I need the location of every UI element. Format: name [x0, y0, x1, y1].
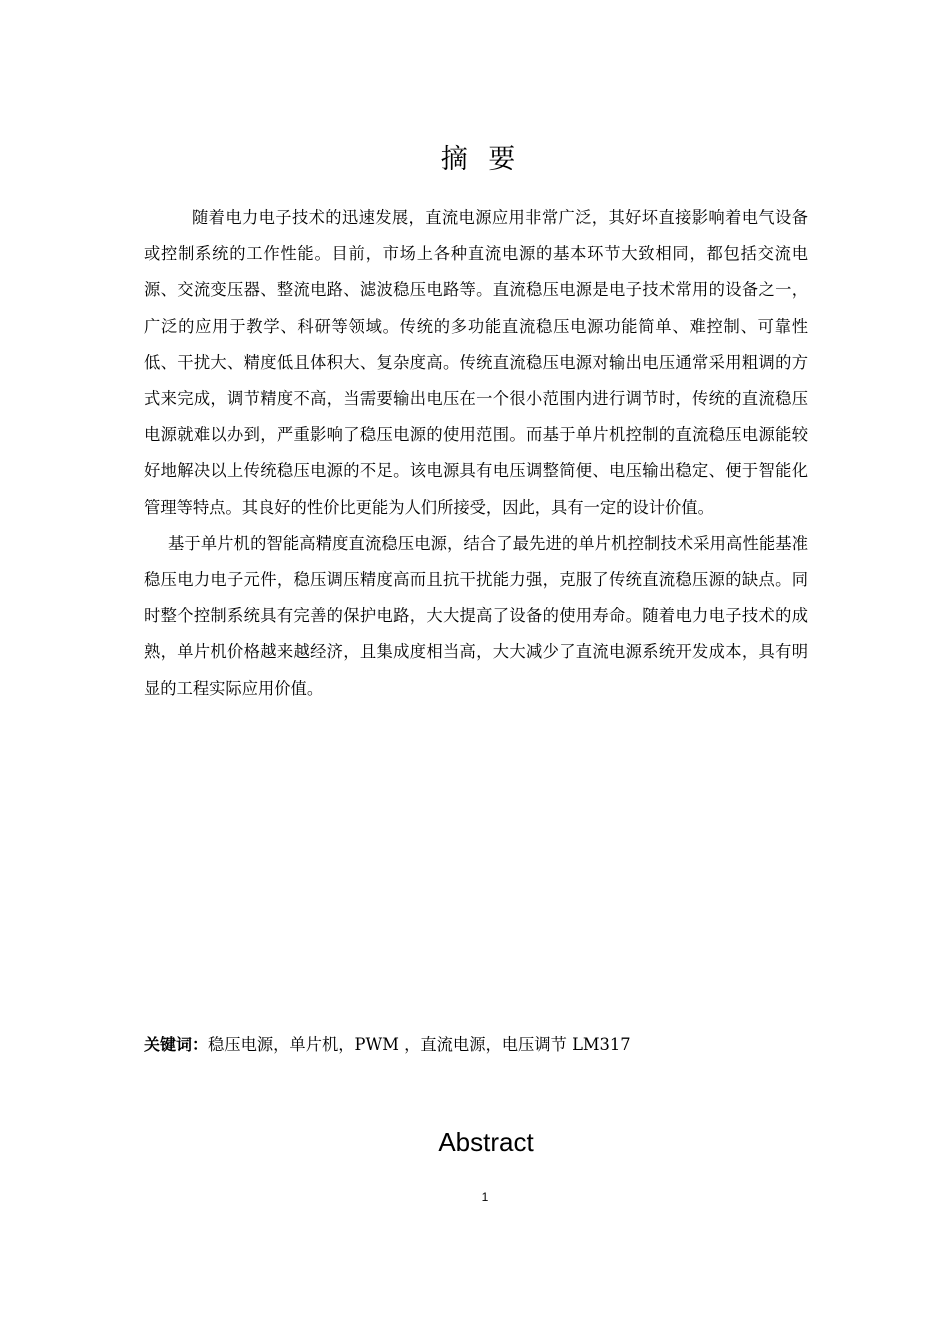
abstract-body: [144, 200, 808, 707]
keywords-label: 关键词：: [144, 1035, 209, 1054]
abstract-paragraph-2: 基于单片机的智能高精度直流稳压电源，结合了最先进的单片机控制技术采用高性能基准稳压电力电子元件，稳压调压精度高而且抗干扰能力强，克服了传统直流稳压源的缺点。同时整个控制系统具有完善的保护电路，大大提高了设备的使用寿命。随着电力电子技术的成熟，单片机价格越来越经济，且集成度相当高，大大减少了直流电源系统开发成本，具有明显的工程实际应用价值。: [144, 533, 808, 698]
abstract-english-heading: Abstract: [438, 1127, 534, 1157]
keywords-line: [144, 1033, 808, 1057]
page-title: 摘 要: [440, 144, 522, 175]
abstract-paragraph-1: 随着电力电子技术的迅速发展，直流电源应用非常广泛，其好坏直接影响着电气设备或控制系统的工作性能。目前，市场上各种直流电源的基本环节大致相同，都包括交流电源、交流变压器、整流电路、滤波稳压电路等。直流稳压电源是电子技术常用的设备之一，广泛的应用于教学、科研等领域。传统的多功能直流稳压电源功能简单、难控制、可靠性低、干扰大、精度低且体积大、复杂度高。传统直流稳压电源对输出电压通常采用粗调的方式来完成，调节精度不高，当需要输出电压在一个很小范围内进行调节时，传统的直流稳压电源就难以办到，严重影响了稳压电源的使用范围。而基于单片机控制的直流稳压电源能较好地解决以上传统稳压电源的不足。该电源具有电压调整简便、电压输出稳定、便于智能化管理等特点。其良好的性价比更能为人们所接受，因此，具有一定的设计价值。: [144, 208, 808, 517]
keywords-text: 稳压电源，单片机，PWM ，直流电源，电压调节 LM317: [208, 1035, 631, 1054]
page-number: 1: [481, 1190, 489, 1204]
